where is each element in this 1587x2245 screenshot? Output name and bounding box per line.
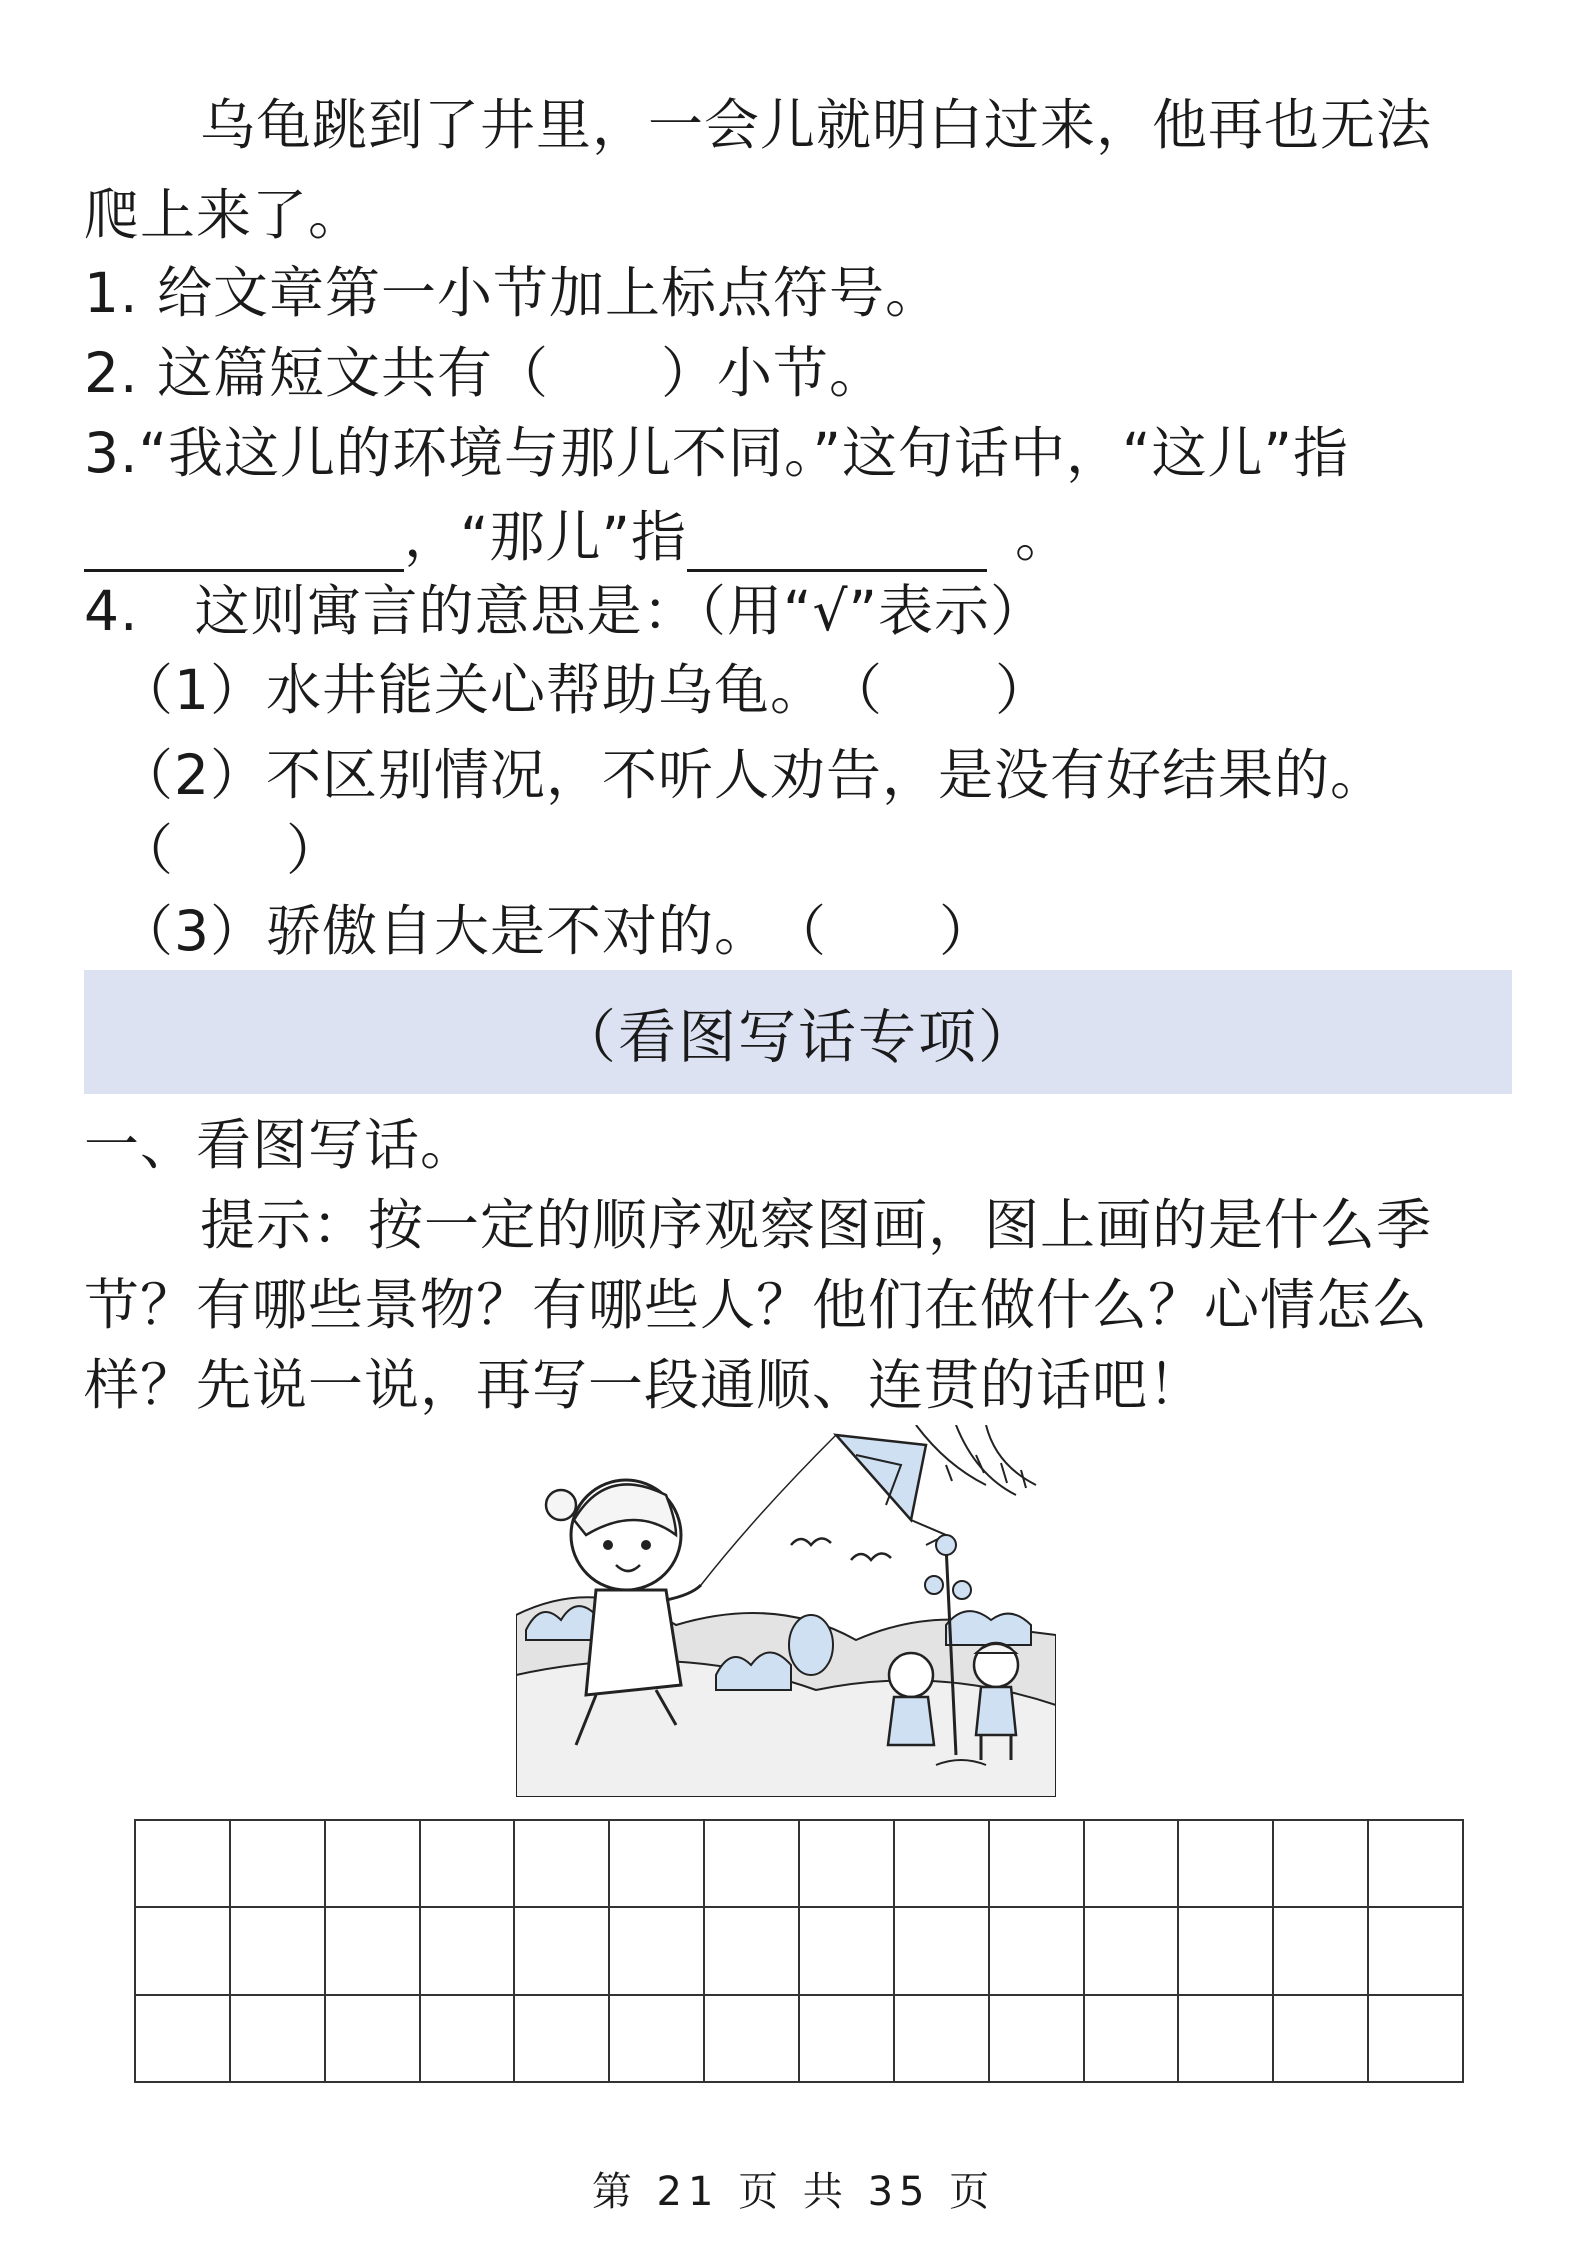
grid-cell[interactable] [231,1821,326,1908]
grid-cell[interactable] [990,1908,1085,1995]
grid-cell[interactable] [136,1908,231,1995]
question-3: 3.“我这儿的环境与那儿不同。”这句话中，“这儿”指 [84,421,1349,485]
hint-line: 样？先说一说，再写一段通顺、连贯的话吧！ [84,1353,1205,1417]
grid-cell[interactable] [421,1821,516,1908]
grid-cell[interactable] [705,1908,800,1995]
page-footer: 第 21 页 共 35 页 [591,2169,996,2215]
writing-grid[interactable] [134,1819,1464,2083]
section-banner [84,970,1512,1094]
option-2-brackets: （ ） [118,818,343,882]
grid-cell[interactable] [1274,1908,1369,1995]
grid-cell[interactable] [1085,1908,1180,1995]
grid-cell[interactable] [1179,1996,1274,2083]
grid-cell[interactable] [515,1908,610,1995]
grid-cell[interactable] [1085,1821,1180,1908]
question-3-end: 。 [1015,505,1072,569]
hint-line: 提示：按一定的顺序观察图画，图上画的是什么季 [200,1193,1433,1257]
grid-cell[interactable] [326,1908,421,1995]
grid-cell[interactable] [895,1908,990,1995]
question-2: 2. 这篇短文共有（ ）小节。 [84,341,885,405]
passage-line: 爬上来了。 [84,183,365,247]
grid-cell[interactable] [800,1821,895,1908]
task-title: 一、看图写话。 [84,1113,477,1177]
grid-cell[interactable] [515,1996,610,2083]
grid-cell[interactable] [1369,1821,1464,1908]
grid-cell[interactable] [610,1996,705,2083]
grid-cell[interactable] [800,1908,895,1995]
option-3: （3）骄傲自大是不对的。 （ ） [118,899,995,963]
illustration-svg [516,1425,1056,1797]
grid-cell[interactable] [800,1996,895,2083]
grid-cell[interactable] [1179,1908,1274,1995]
grid-cell[interactable] [421,1996,516,2083]
question-3-mid: ，“那儿”指 [404,505,687,569]
grid-cell[interactable] [1085,1996,1180,2083]
grid-cell[interactable] [990,1821,1085,1908]
grid-cell[interactable] [326,1996,421,2083]
option-1: （1）水井能关心帮助乌龟。 （ ） [118,658,1051,722]
grid-cell[interactable] [895,1821,990,1908]
grid-cell[interactable] [136,1821,231,1908]
answer-blank[interactable] [687,519,987,572]
grid-cell[interactable] [610,1908,705,1995]
passage-line: 乌龟跳到了井里，一会儿就明白过来，他再也无法 [200,93,1433,157]
question-3-answer-line [84,502,1071,572]
section-title: （看图写话专项） [557,1003,1038,1071]
grid-cell[interactable] [705,1821,800,1908]
grid-cell[interactable] [1179,1821,1274,1908]
grid-cell[interactable] [421,1908,516,1995]
grid-cell[interactable] [610,1821,705,1908]
grid-cell[interactable] [990,1996,1085,2083]
answer-blank[interactable] [84,519,404,572]
grid-cell[interactable] [326,1821,421,1908]
grid-cell[interactable] [1369,1996,1464,2083]
grid-cell[interactable] [136,1996,231,2083]
illustration-kite-flying [516,1425,1056,1797]
question-4: 4. 这则寓言的意思是：（用“√”表示） [84,579,1047,643]
grid-cell[interactable] [705,1996,800,2083]
question-1: 1. 给文章第一小节加上标点符号。 [84,261,941,325]
hint-line: 节？有哪些景物？有哪些人？他们在做什么？心情怎么 [84,1273,1429,1337]
option-2: （2）不区别情况，不听人劝告，是没有好结果的。 [118,743,1386,807]
grid-cell[interactable] [1274,1821,1369,1908]
grid-cell[interactable] [1274,1996,1369,2083]
grid-cell[interactable] [515,1821,610,1908]
grid-cell[interactable] [231,1996,326,2083]
grid-cell[interactable] [895,1996,990,2083]
grid-cell[interactable] [231,1908,326,1995]
grid-cell[interactable] [1369,1908,1464,1995]
